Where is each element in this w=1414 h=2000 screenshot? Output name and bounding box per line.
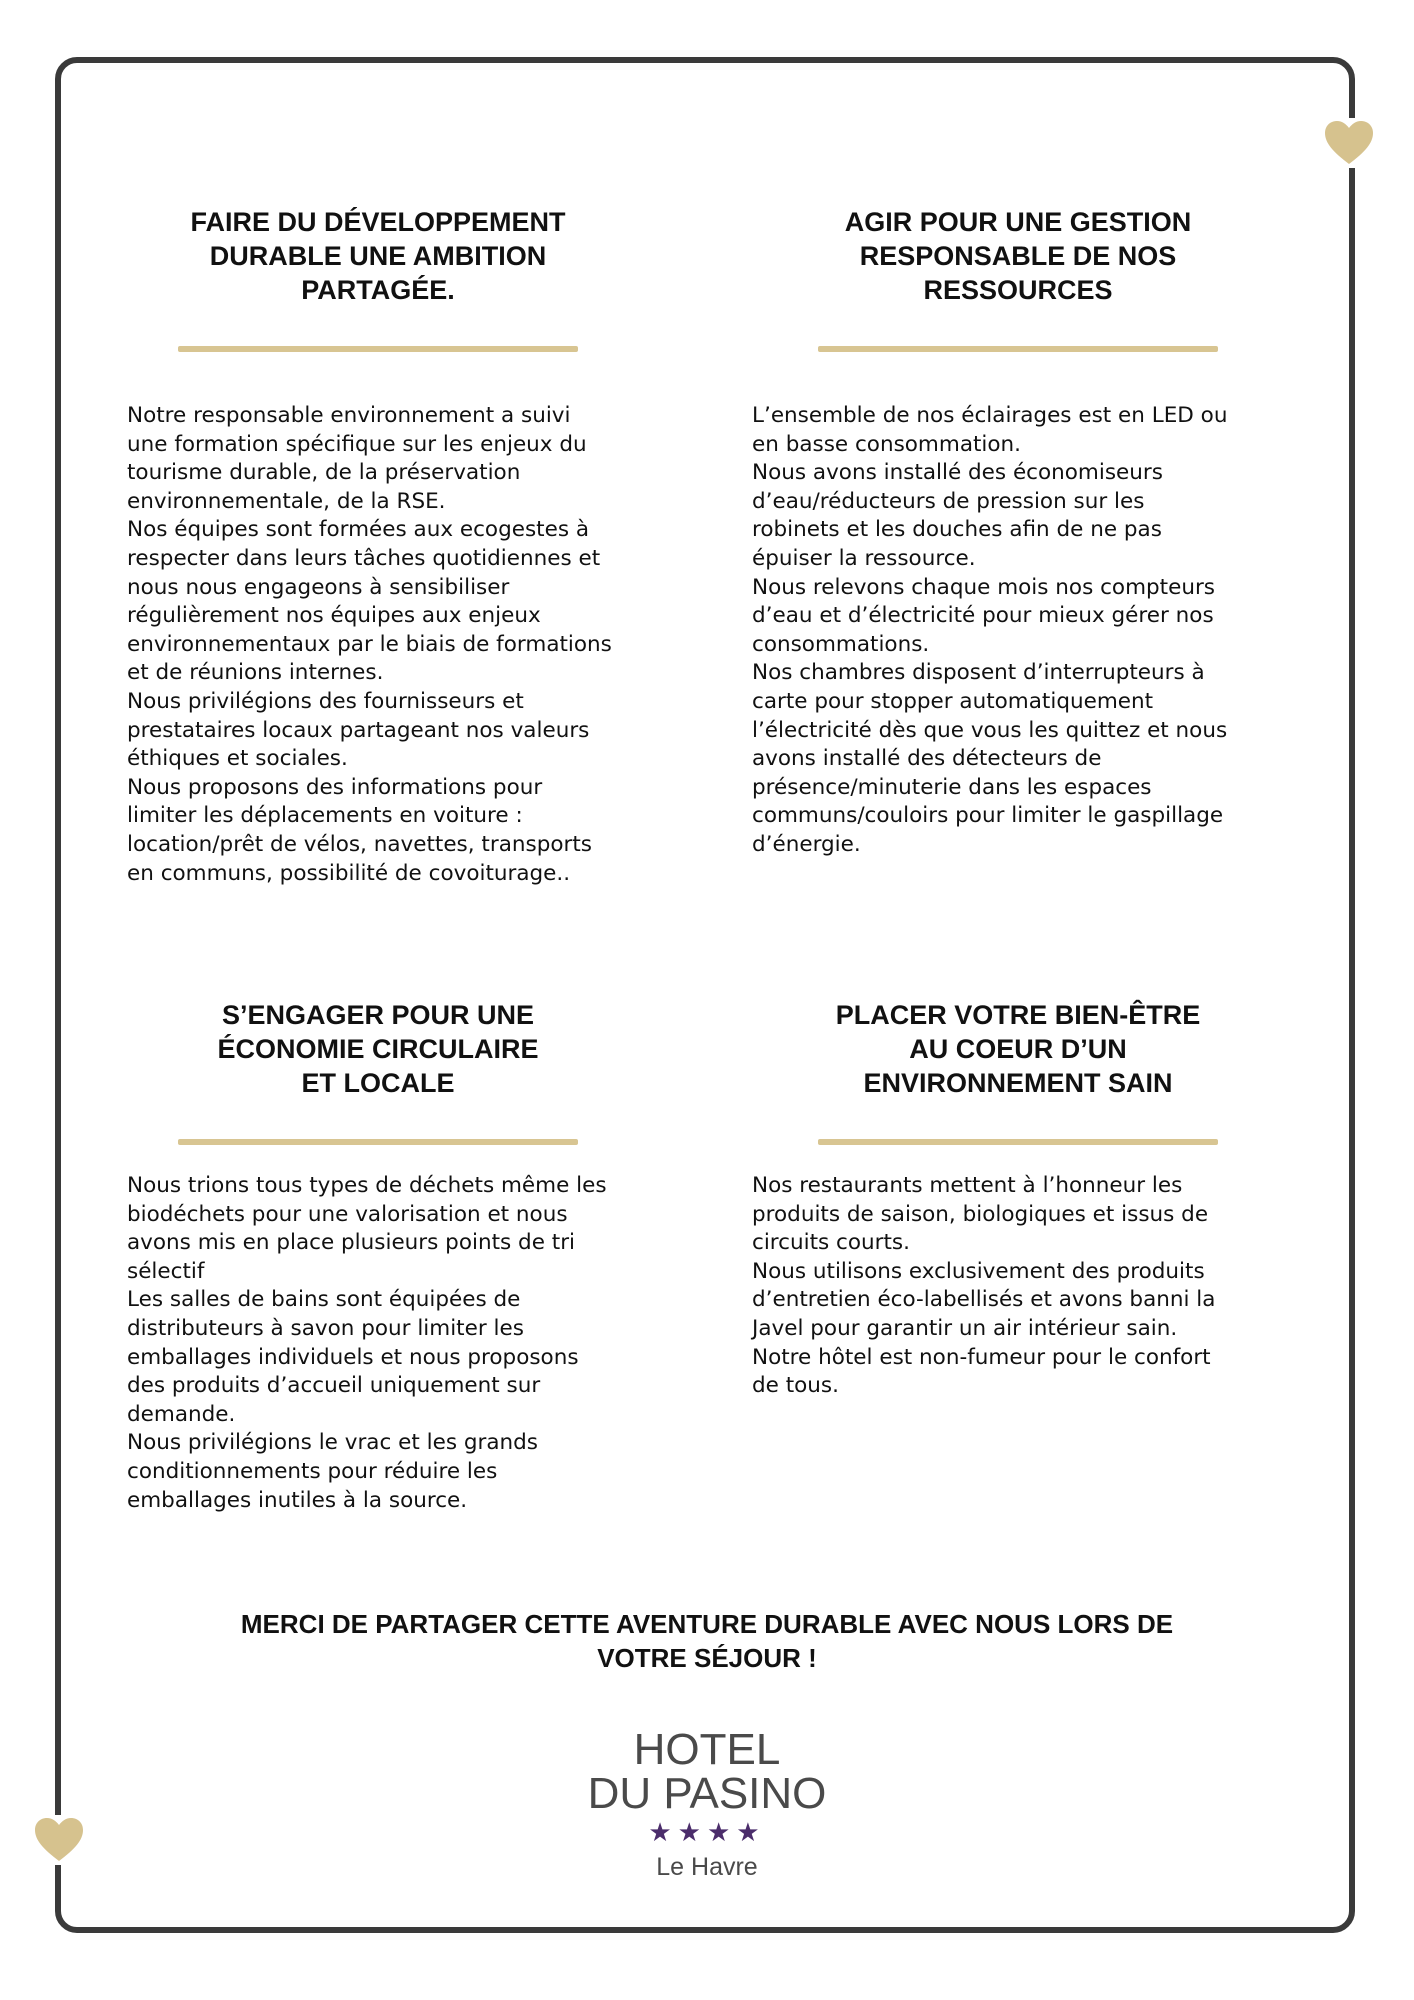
logo-line-hotel: HOTEL (633, 1725, 781, 1774)
star-rating-icon: ★★★★ (648, 1818, 766, 1848)
section-circular-economy (168, 998, 728, 1100)
logo-city: Le Havre (656, 1853, 758, 1881)
section-sustainable-ambition (168, 205, 728, 307)
section-title: S’ENGAGER POUR UNE ÉCONOMIE CIRCULAIRE ET LOCALE (217, 1000, 539, 1098)
gold-divider (178, 346, 578, 352)
heart-shape (35, 1818, 83, 1861)
section-resource-management (808, 205, 1368, 307)
gold-divider (818, 346, 1218, 352)
logo-line-name: DU PASINO (587, 1769, 827, 1818)
section-body: Nous trions tous types de déchets même les biodéchets pour une valorisation et nous avons mis en place plusieurs points de tri sélectif Les salles de bains sont équipées de distributeurs à savon pour limiter les emballages individuels et nous proposons des produits d’accueil uniquement sur demande. Nous privilégions le vrac et les grands conditionnements pour réduire les emballages inutiles à la source. (127, 1173, 607, 1513)
section-body: L’ensemble de nos éclairages est en LED ou en basse consommation. Nous avons installé des économiseurs d’eau/réducteurs de pression sur les robinets et les douches afin de ne pas épuiser la ressource. Nous relevons chaque mois nos compteurs d’eau et d’électricité pour mieux gérer nos consommations. Nos chambres disposent d’interrupteurs à carte pour stopper automatiquement l’électricité dès que vous les quittez et nous avons installé des détecteurs de présence/minuterie dans les espaces communs/couloirs pour limiter le gaspillage d’énergie. (752, 403, 1228, 857)
section-title: PLACER VOTRE BIEN-ÊTRE AU COEUR D’UN ENVIRONNEMENT SAIN (835, 1000, 1201, 1098)
section-wellbeing (808, 998, 1368, 1100)
closing-line: MERCI DE PARTAGER CETTE AVENTURE DURABLE AVEC NOUS LORS DE (240, 1609, 1174, 1639)
heart-icon (30, 1815, 88, 1865)
gold-divider (818, 1139, 1218, 1145)
heart-icon (1320, 118, 1378, 168)
closing-line: VOTRE SÉJOUR ! (597, 1643, 817, 1673)
hotel-logo (557, 1725, 857, 1882)
section-title: AGIR POUR UNE GESTION RESPONSABLE DE NOS RESSOURCES (844, 207, 1192, 305)
heart-shape (1325, 121, 1373, 164)
section-body: Nos restaurants mettent à l’honneur les produits de saison, biologiques et issus de circuits courts. Nous utilisons exclusivement des produits d’entretien éco-labellisés et avons banni la Javel pour garantir un air intérieur sain. Notre hôtel est non-fumeur pour le confort de tous. (752, 1173, 1216, 1399)
closing-message (200, 1607, 1214, 1675)
section-title: FAIRE DU DÉVELOPPEMENT DURABLE UNE AMBITION PARTAGÉE. (190, 207, 566, 305)
gold-divider (178, 1139, 578, 1145)
section-body: Notre responsable environnement a suivi une formation spécifique sur les enjeux du tourisme durable, de la préservation environnementale, de la RSE. Nos équipes sont formées aux ecogestes à respecter dans leurs tâches quotidiennes et nous nous engageons à sensibiliser régulièrement nos équipes aux enjeux environnementaux par le biais de formations et de réunions internes. Nous privilégions des fournisseurs et prestataires locaux partageant nos valeurs éthiques et sociales. Nous proposons des informations pour limiter les déplacements en voiture : location/prêt de vélos, navettes, transports en communs, possibilité de covoiturage.. (127, 403, 612, 886)
